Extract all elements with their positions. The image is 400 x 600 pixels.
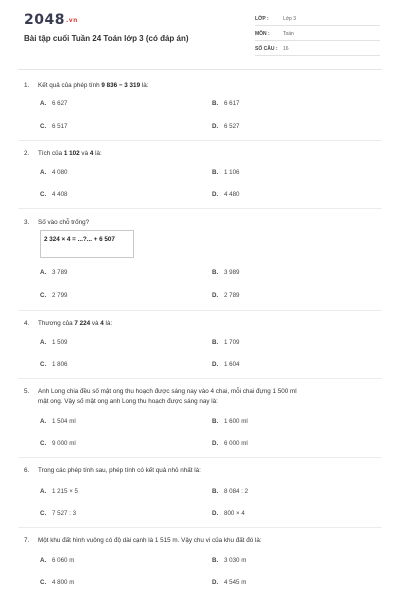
header-divider — [18, 69, 382, 70]
q5-option-c[interactable]: C. 9 000 ml — [40, 440, 76, 447]
equation-box: 2 324 × 4 = ...?... + 6 507 — [40, 230, 134, 258]
q3-option-a[interactable]: A. 3 789 — [40, 269, 68, 276]
question-1: 1. Kết quả của phép tính 9 836 − 3 319 là: — [24, 82, 149, 89]
question-3: 3. Số vào chỗ trống? — [24, 219, 90, 226]
q4-option-b[interactable]: B. 1 709 — [212, 339, 240, 346]
question-divider — [18, 378, 382, 379]
document-title: Bài tập cuối Tuần 24 Toán lớp 3 (có đáp án) — [24, 34, 189, 43]
question-7: 7. Một khu đất hình vuông có độ dài cạnh là 1 515 m. Vậy chu vi của khu đất đó là: — [24, 537, 262, 544]
question-divider — [18, 457, 382, 458]
q1-option-d[interactable]: D. 6 527 — [212, 123, 240, 130]
q4-option-a[interactable]: A. 1 509 — [40, 339, 68, 346]
q1-option-b[interactable]: B. 6 617 — [212, 100, 240, 107]
q4-option-d[interactable]: D. 1 604 — [212, 361, 240, 368]
logo: 2048.vn — [24, 12, 78, 28]
q4-option-c[interactable]: C. 1 806 — [40, 361, 68, 368]
question-divider — [18, 310, 382, 311]
q2-option-a[interactable]: A. 4 080 — [40, 169, 68, 176]
q6-option-a[interactable]: A. 1 215 × 5 — [40, 488, 78, 495]
question-6: 6. Trong các phép tính sau, phép tính có kết quả nhỏ nhất là: — [24, 467, 201, 474]
q5-option-b[interactable]: B. 1 600 ml — [212, 418, 248, 425]
q2-option-c[interactable]: C. 4 408 — [40, 191, 68, 198]
question-4: 4. Thương của 7 224 và 4 là: — [24, 320, 113, 327]
q3-option-d[interactable]: D. 2 789 — [212, 292, 240, 299]
meta-question-count: SỐ CÂU : 16 — [255, 44, 380, 56]
meta-class: LỚP : Lớp 3 — [255, 14, 380, 26]
q2-option-d[interactable]: D. 4 480 — [212, 191, 240, 198]
q5-option-a[interactable]: A. 1 504 ml — [40, 418, 76, 425]
question-2: 2. Tích của 1 102 và 4 là: — [24, 150, 102, 157]
q1-option-a[interactable]: A. 6 627 — [40, 100, 68, 107]
q7-option-b[interactable]: B. 3 030 m — [212, 557, 247, 564]
q2-option-b[interactable]: B. 1 106 — [212, 169, 240, 176]
q7-option-d[interactable]: D. 4 545 m — [212, 579, 247, 586]
q6-option-d[interactable]: D. 800 × 4 — [212, 510, 245, 517]
q7-option-a[interactable]: A. 6 060 m — [40, 557, 75, 564]
q1-option-c[interactable]: C. 6 517 — [40, 123, 68, 130]
q6-option-c[interactable]: C. 7 527 : 3 — [40, 510, 77, 517]
document-header — [0, 0, 400, 64]
question-divider — [18, 527, 382, 528]
q3-option-b[interactable]: B. 3 989 — [212, 269, 240, 276]
question-divider — [18, 140, 382, 141]
q3-option-c[interactable]: C. 2 799 — [40, 292, 68, 299]
meta-subject: MÔN : Toán — [255, 29, 380, 41]
question-divider — [18, 208, 382, 209]
question-5: 5. Anh Long chia đều số mật ong thu hoạch được sáng nay vào 4 chai, mỗi chai đựng 1 500 ml mật ong. Vậy số mật ong anh Long thu hoạch được sáng nay là: — [24, 388, 297, 405]
q5-option-d[interactable]: D. 6 000 ml — [212, 440, 248, 447]
q6-option-b[interactable]: B. 8 084 : 2 — [212, 488, 249, 495]
q7-option-c[interactable]: C. 4 800 m — [40, 579, 75, 586]
